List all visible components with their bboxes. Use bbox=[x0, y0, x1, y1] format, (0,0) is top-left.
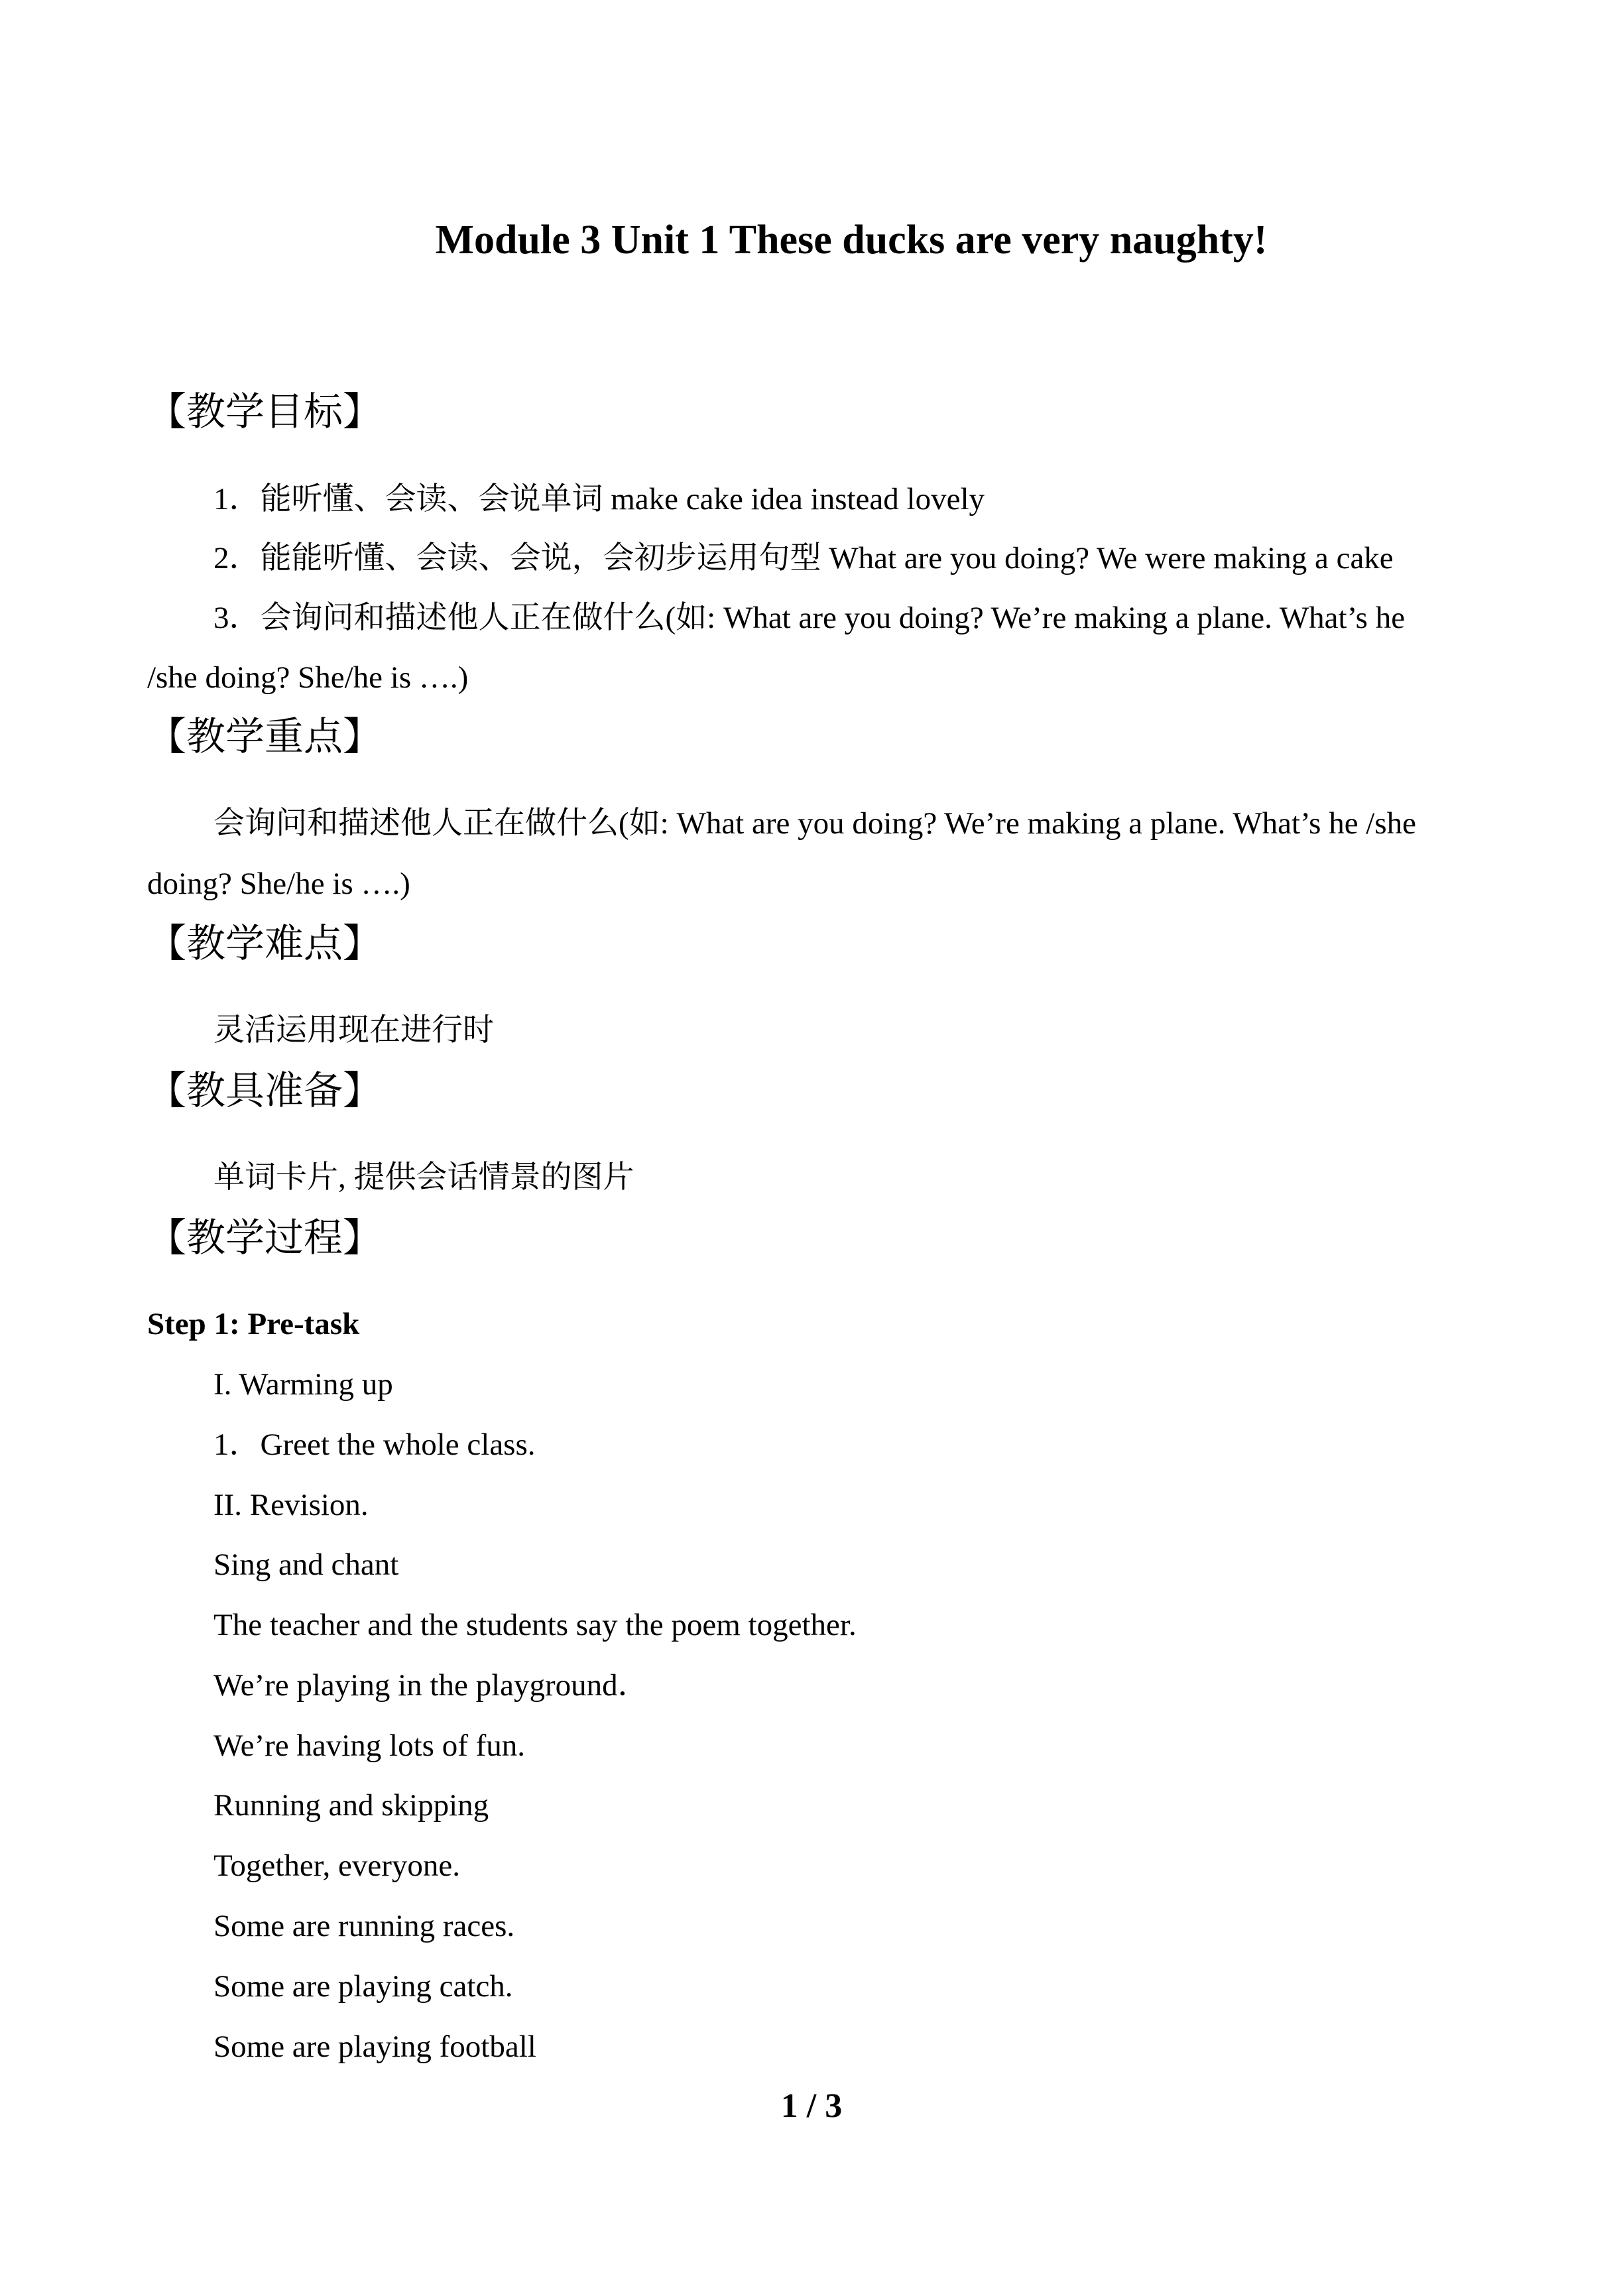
step-1-line: Together, everyone. bbox=[213, 1848, 460, 1883]
objective-item-3-continued: /she doing? She/he is ….) bbox=[147, 660, 469, 695]
section-heading-difficulties: 【教学难点】 bbox=[147, 920, 383, 966]
step-1-line: The teacher and the students say the poem together. bbox=[213, 1608, 857, 1642]
step-1-line: 1．Greet the whole class. bbox=[213, 1427, 536, 1462]
step-1-line: Running and skipping bbox=[213, 1788, 489, 1823]
step-1-line: Some are running races. bbox=[213, 1909, 515, 1943]
section-heading-process: 【教学过程】 bbox=[147, 1215, 383, 1260]
objective-item-3: 3．会询问和描述他人正在做什么(如: What are you doing? We’re making a plane. What’s he bbox=[213, 601, 1406, 635]
difficulties-line-1: 灵活运用现在进行时 bbox=[213, 1013, 494, 1048]
step-1-line: I. Warming up bbox=[213, 1367, 393, 1402]
step-1-line: Some are playing football bbox=[213, 2029, 536, 2064]
document-title: Module 3 Unit 1 These ducks are very naughty! bbox=[435, 217, 1268, 263]
step-1-line: Some are playing catch. bbox=[213, 1969, 513, 2004]
section-heading-materials: 【教具准备】 bbox=[147, 1067, 383, 1113]
objective-item-1: 1．能听懂、会读、会说单词 make cake idea instead lovely bbox=[213, 482, 985, 516]
section-heading-key-points: 【教学重点】 bbox=[147, 713, 383, 759]
key-points-line-1: 会询问和描述他人正在做什么(如: What are you doing? We’re making a plane. What’s he /she bbox=[213, 806, 1417, 841]
step-1-line: We’re playing in the playground． bbox=[213, 1668, 649, 1703]
step-1-line: Sing and chant bbox=[213, 1547, 399, 1582]
step-1-line: II. Revision. bbox=[213, 1488, 369, 1522]
materials-line-1: 单词卡片, 提供会话情景的图片 bbox=[213, 1160, 634, 1195]
objective-item-2: 2．能能听懂、会读、会说，会初步运用句型 What are you doing? We were making a cake bbox=[213, 541, 1394, 575]
step-1-line: We’re having lots of fun. bbox=[213, 1728, 525, 1763]
key-points-line-2: doing? She/he is ….) bbox=[147, 867, 410, 901]
step-1-title: Step 1: Pre-task bbox=[147, 1307, 360, 1341]
section-heading-objectives: 【教学目标】 bbox=[147, 389, 383, 434]
page-number: 1 / 3 bbox=[780, 2087, 843, 2125]
